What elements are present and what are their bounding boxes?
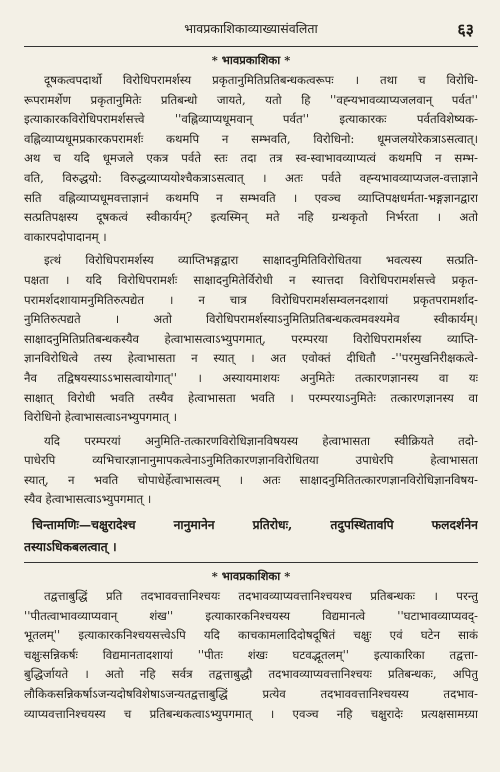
- text-line: पाधेरपि व्यभिचारज्ञानानुमापकत्वेनाऽनुमितिकारणज्ञानविरोधितया उपाधेरपि हेत्वाभासता: [24, 453, 478, 468]
- page-header: [24, 18, 478, 44]
- section-heading-1: * भावप्रकाशिका *: [211, 53, 291, 67]
- text-line: परामर्शदशायामनुमितिरुत्पद्येत । न चात्र विरोधिपरामर्शसम्वलनदशायां प्रकृतपरामर्शाद-: [24, 292, 478, 307]
- text-line: रूपरामर्शेण प्रकृतानुमितेः प्रतिबन्धो जायते, यतो हि ''वह्न्यभावव्याप्यजलवान् पर्वत'': [24, 92, 478, 107]
- text-line: साक्षादनुमितिप्रतिबन्धकस्यैव हेत्वाभासत्वाऽभ्युपगमात्, परम्परया विरोधिपरामर्शस्य व्याप्ति-: [24, 331, 478, 346]
- text-line: साक्षात् विरोधी भवति तस्यैव हेत्वाभासता भवति । परम्परयाऽनुमितेः तत्कारणज्ञानस्य वा: [24, 390, 478, 405]
- chintamani-verse: [24, 514, 478, 558]
- section-heading-2: * भावप्रकाशिका *: [211, 569, 291, 584]
- text-line: नुमितिरुत्पद्यते । अतो विरोधिपरामर्शस्याऽनुमितिप्रतिबन्धकत्वमवश्यमेव स्वीकार्यम्।: [24, 312, 478, 327]
- verse-line: तस्याऽधिकबलत्वात् ।: [24, 539, 117, 555]
- paragraph-4: [24, 587, 478, 724]
- text-line: ''पीतत्वाभावव्याप्यवान् शंख'' इत्याकारकनिश्चयस्य विद्यमानत्वे ''घटाभावव्याप्यवद्-: [24, 608, 478, 623]
- text-line: व्याप्यवत्तानिश्चयस्य च प्रतिबन्धकत्वाऽभ्युपगमात् । एवञ्च नहि चक्षुरादेः प्रत्यक्षसामग्र्या: [24, 706, 478, 721]
- text-line: स्यैव हेत्वाभासत्वाऽभ्युपगमात् ।: [24, 492, 152, 507]
- text-line: बुद्धिर्जायते । अतो नहि सर्वत्र तद्वत्ताबुद्धौ तदभावव्याप्यवत्तानिश्चयः प्रतिबन्धकः, अपितु: [24, 667, 478, 682]
- verse-line: चिन्तामणिः—चक्षुरादेश्च नानुमानेन प्रतिरोधः, तदुपस्थितावपि फलदर्शनेन: [32, 517, 478, 533]
- header-rule: [24, 46, 478, 47]
- text-line: सत्प्रतिपक्षस्य दूषकत्वं स्वीकार्यम्? इत्यस्मिन् मते नहि ग्रन्थकृतो निर्भरता । अतो: [24, 210, 478, 225]
- text-line: सति वह्निव्याप्यधूमवत्ताज्ञानं कथमपि न सम्भवति । एवञ्च व्याप्तिपक्षधर्मता-भङ्गज्ञानद्वारा: [24, 190, 478, 205]
- text-line: विरोधिनो हेत्वाभासत्वाऽनभ्युपगमात् ।: [24, 410, 177, 425]
- text-line: अथ च यदि धूमजले एकत्र पर्वते स्तः तदा तत्र स्व-स्वाभावव्याप्यत्वं कथमपि न सम्भ-: [24, 151, 478, 166]
- text-line: वाकारपदोपादानम् ।: [24, 229, 107, 244]
- paragraph-3: [24, 432, 478, 510]
- text-line: वति, विरुद्धयो: विरुद्धव्याप्ययोश्चैकत्राऽसत्वात् । अतः पर्वते वह्न्यभावव्याप्यजल-वत्ताज्ञाने: [24, 170, 478, 185]
- text-line: पक्षता । यदि विरोधिपरामर्शः साक्षादनुमितेर्विरोधी न स्यात्तदा विरोधिपरामर्शसत्त्वे प्रकृत-: [24, 272, 478, 287]
- text-line: ज्ञानविरोधित्वे तस्य हेत्वाभासता न स्यात् । अत एवोक्तं दीधितौ -''परमुखनिरीक्षकत्वे-: [24, 351, 478, 366]
- text-line: लौकिकसन्निकर्षाऽजन्यदोषविशेषाऽजन्यतद्वत्ताबुद्धिं प्रत्येव तदभाववत्तानिश्चयस्य तदभाव-: [24, 687, 478, 702]
- text-line: तद्वत्ताबुद्धिं प्रति तदभाववत्तानिश्चयः तदभावव्याप्यवत्तानिश्चयश्च प्रतिबन्धकः । परन्तु: [44, 589, 478, 604]
- text-line: भूतलम्'' इत्याकारकनिश्चयसत्त्वेऽपि यदि काचकामलादिदोषदूषितं चक्षुः एवं घटेन साकं: [24, 628, 478, 643]
- text-line: इत्याकारकविरोधिपरामर्शसत्त्वे ''वह्निव्याप्यधूमवान् पर्वत'' इत्याकारकः पर्वतविशेष्यक-: [24, 112, 478, 127]
- text-line: नैव तद्विषयस्याऽऽभासत्वायोगात्'' । अस्यायमाशयः अनुमितेः तत्कारणज्ञानस्य वा यः: [24, 370, 478, 385]
- running-title: भावप्रकाशिकाव्याख्यासंवलिता: [184, 21, 318, 36]
- text-line: स्यात्, न भवति चोपाधेर्हेत्वाभासत्वम् । अतः साक्षादनुमितितत्कारणज्ञानविरोधिज्ञानविषय-: [24, 472, 478, 487]
- paragraph-2: [24, 251, 478, 427]
- section-rule: [24, 562, 478, 563]
- text-line: दूषकत्वपदार्थो विरोधिपरामर्शस्य प्रकृतानुमितिप्रतिबन्धकत्वरूपः । तथा च विरोधि-: [44, 73, 478, 87]
- paragraph-1: [24, 71, 478, 247]
- text-line: वह्निव्याप्यधूमप्रकारकपरामर्शः कथमपि न सम्भवति, विरोधिनो: धूमजलयोरेकत्राऽसत्वात्।: [24, 131, 478, 146]
- page-number: ६३: [457, 20, 474, 39]
- text-line: इत्थं विरोधिपरामर्शस्य व्याप्तिभङ्गद्वारा साक्षादनुमितिविरोधितया भवत्यस्य सत्प्रति-: [44, 253, 478, 268]
- text-line: यदि परम्परयां अनुमिति-तत्कारणविरोधिज्ञानविषयस्य हेत्वाभासता स्वीक्रियते तदो-: [44, 433, 478, 448]
- text-line: चक्षुःसन्निकर्षः विद्यमानतादशायां ''पीतः शंखः घटवद्भूतलम्'' इत्याकारिका तद्वत्ता-: [24, 647, 478, 662]
